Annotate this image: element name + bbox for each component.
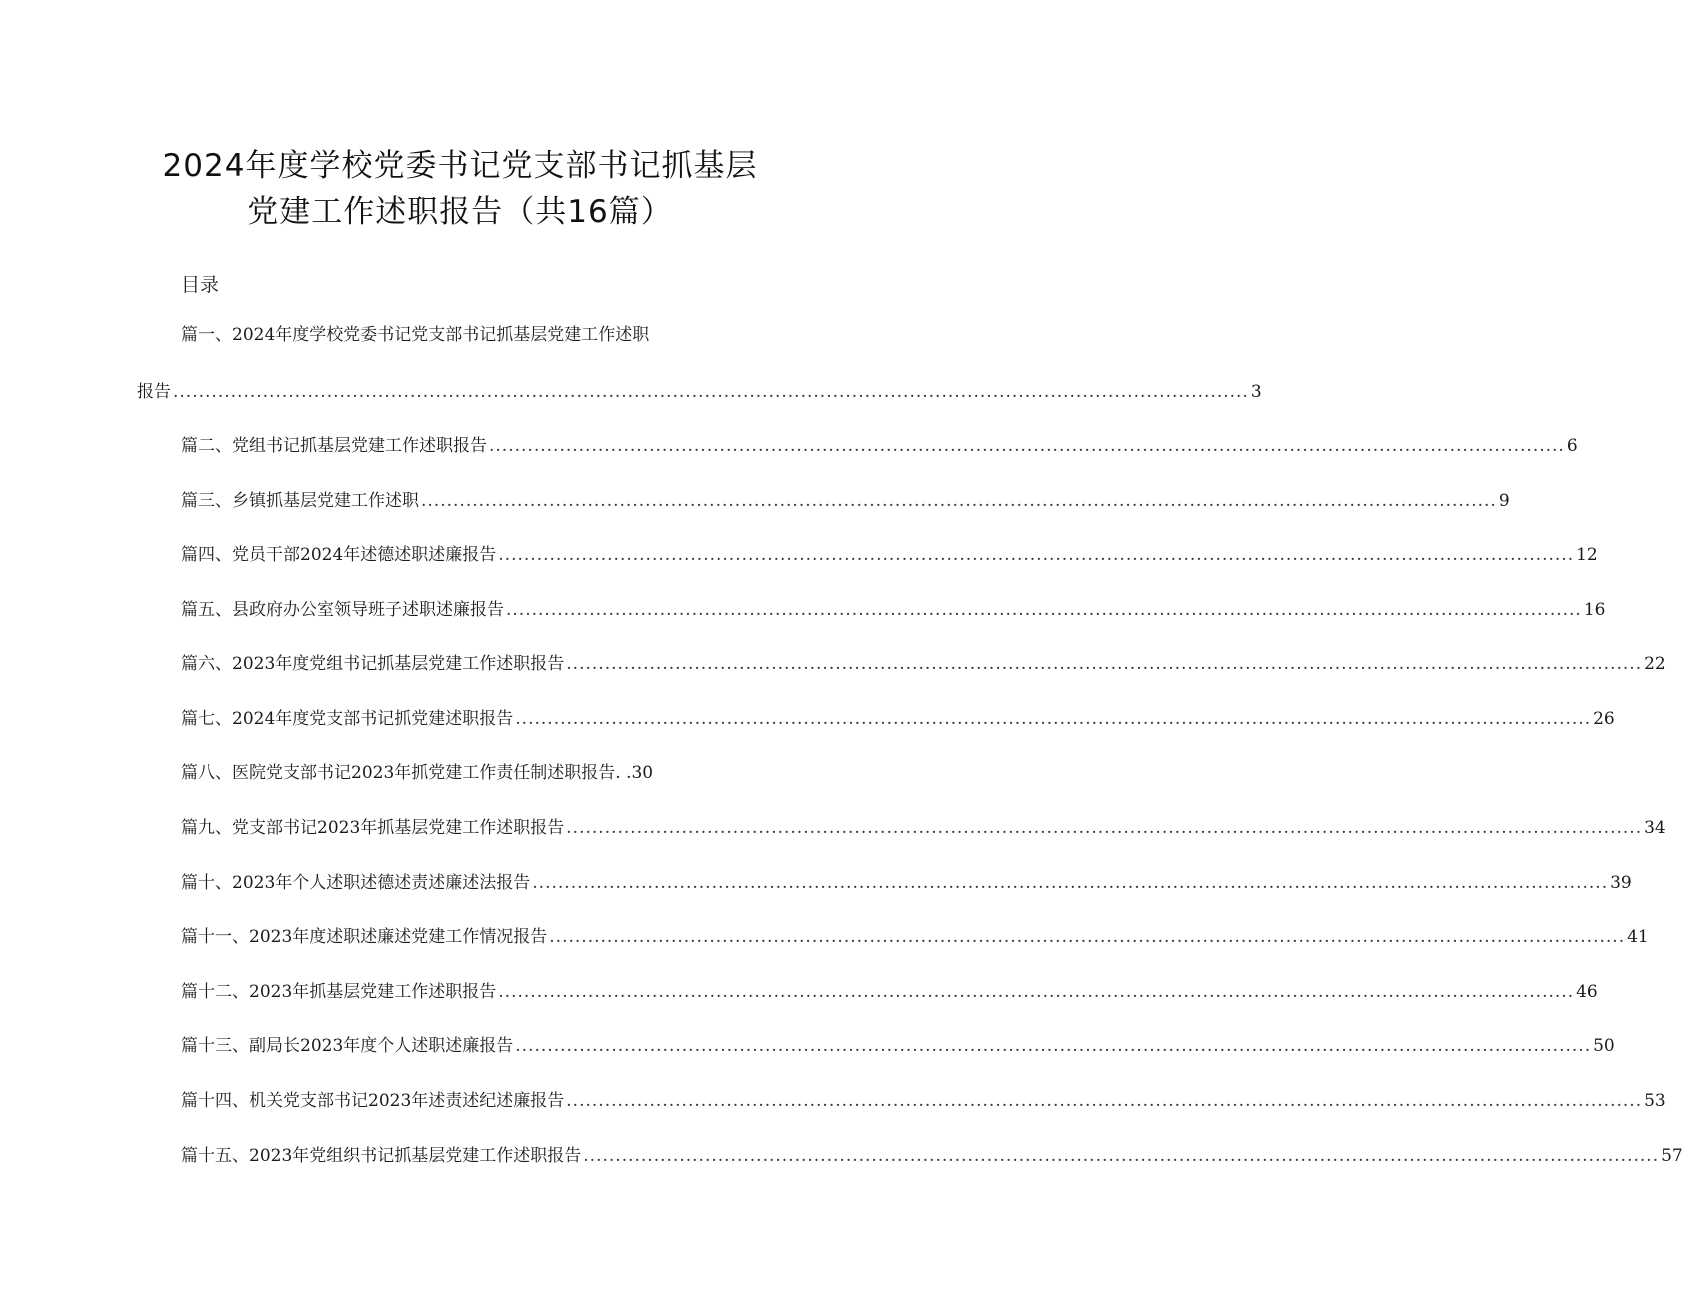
toc-entry-2[interactable]: [181, 431, 1578, 457]
toc-leader-dots: [583, 1146, 1659, 1166]
toc-entry-title: 篇十五、2023年党组织书记抓基层党建工作述职报告: [181, 1146, 582, 1166]
toc-page-number: 3: [1250, 382, 1262, 402]
toc-entry-title: 篇二、党组书记抓基层党建工作述职报告: [181, 436, 487, 456]
toc-leader-dots: [566, 654, 1642, 674]
toc-page-number: 6: [1566, 436, 1578, 456]
toc-page-number: 41: [1627, 927, 1649, 947]
toc-leader-dots: [549, 927, 1625, 947]
toc-leader-dots: [173, 382, 1249, 402]
document-title-line-1: 2024年度学校党委书记党支部书记抓基层: [162, 148, 758, 184]
toc-page-number: 57: [1661, 1146, 1683, 1166]
toc-heading: 目录: [181, 274, 220, 296]
toc-entry-7[interactable]: [181, 704, 1615, 730]
toc-entry-4[interactable]: [181, 540, 1598, 566]
toc-entry-title: 篇九、党支部书记2023年抓基层党建工作述职报告: [181, 818, 565, 838]
toc-leader-dots: [421, 491, 1497, 511]
toc-leader-dots: [498, 982, 1574, 1002]
toc-leader-dots: [498, 545, 1574, 565]
toc-page-number: 12: [1576, 545, 1598, 565]
toc-page-number: 16: [1583, 600, 1606, 620]
toc-page-number: 46: [1576, 982, 1598, 1002]
toc-entry-title: 篇六、2023年度党组书记抓基层党建工作述职报告: [181, 654, 565, 674]
toc-page-number: 30: [631, 763, 654, 783]
toc-entry-5[interactable]: [181, 595, 1606, 621]
toc-entry-14[interactable]: [181, 1086, 1666, 1112]
toc-entry-title: 篇七、2024年度党支部书记抓党建述职报告: [181, 709, 514, 729]
toc-entry-9[interactable]: [181, 813, 1666, 839]
toc-entry-title: 篇十、2023年个人述职述德述责述廉述法报告: [181, 873, 531, 893]
toc-entry-title: 篇三、乡镇抓基层党建工作述职: [181, 491, 419, 511]
toc-page-number: 50: [1593, 1036, 1615, 1056]
toc-entry-13[interactable]: [181, 1031, 1615, 1057]
toc-page-number: 39: [1610, 873, 1632, 893]
toc-entry-title: 篇十一、2023年度述职述廉述党建工作情况报告: [181, 927, 548, 947]
toc-entry-11[interactable]: [181, 922, 1649, 948]
toc-leader-dots: [532, 873, 1608, 893]
toc-page-number: 22: [1644, 654, 1666, 674]
toc-leader-dots: [566, 1091, 1642, 1111]
toc-entry-title: 篇四、党员干部2024年述德述职述廉报告: [181, 545, 497, 565]
toc-entry-title: 篇十三、副局长2023年度个人述职述廉报告: [181, 1036, 514, 1056]
toc-leader-dots: [566, 818, 1642, 838]
toc-page-number: 53: [1644, 1091, 1666, 1111]
toc-leader-dots: [515, 1036, 1591, 1056]
toc-page-number: 34: [1644, 818, 1666, 838]
toc-entry-title: 篇五、县政府办公室领导班子述职述廉报告: [181, 600, 504, 620]
toc-leader-dots: [489, 436, 1565, 456]
toc-entry-title: 报告: [137, 382, 171, 402]
document-title-line-2: 党建工作述职报告（共16篇）: [247, 194, 673, 230]
toc-entry-6[interactable]: [181, 649, 1666, 675]
toc-entry-title: 篇八、医院党支部书记2023年抓党建工作责任制述职报告. .: [181, 763, 632, 783]
toc-entry-15[interactable]: [181, 1141, 1683, 1167]
toc-entry-10[interactable]: [181, 868, 1632, 894]
toc-entry-title: 篇十四、机关党支部书记2023年述责述纪述廉报告: [181, 1091, 565, 1111]
toc-entry-12[interactable]: [181, 977, 1598, 1003]
toc-page-number: 9: [1498, 491, 1510, 511]
toc-entry-8[interactable]: [181, 758, 777, 784]
toc-entry-1-line-1[interactable]: 篇一、2024年度学校党委书记党支部书记抓基层党建工作述职: [181, 325, 650, 345]
toc-leader-dots: [506, 600, 1582, 620]
toc-entry-title: 篇十二、2023年抓基层党建工作述职报告: [181, 982, 497, 1002]
toc-page-number: 26: [1593, 709, 1615, 729]
toc-entry-3[interactable]: [181, 486, 1510, 512]
toc-leader-dots: [515, 709, 1591, 729]
toc-entry-1[interactable]: [137, 377, 1262, 403]
